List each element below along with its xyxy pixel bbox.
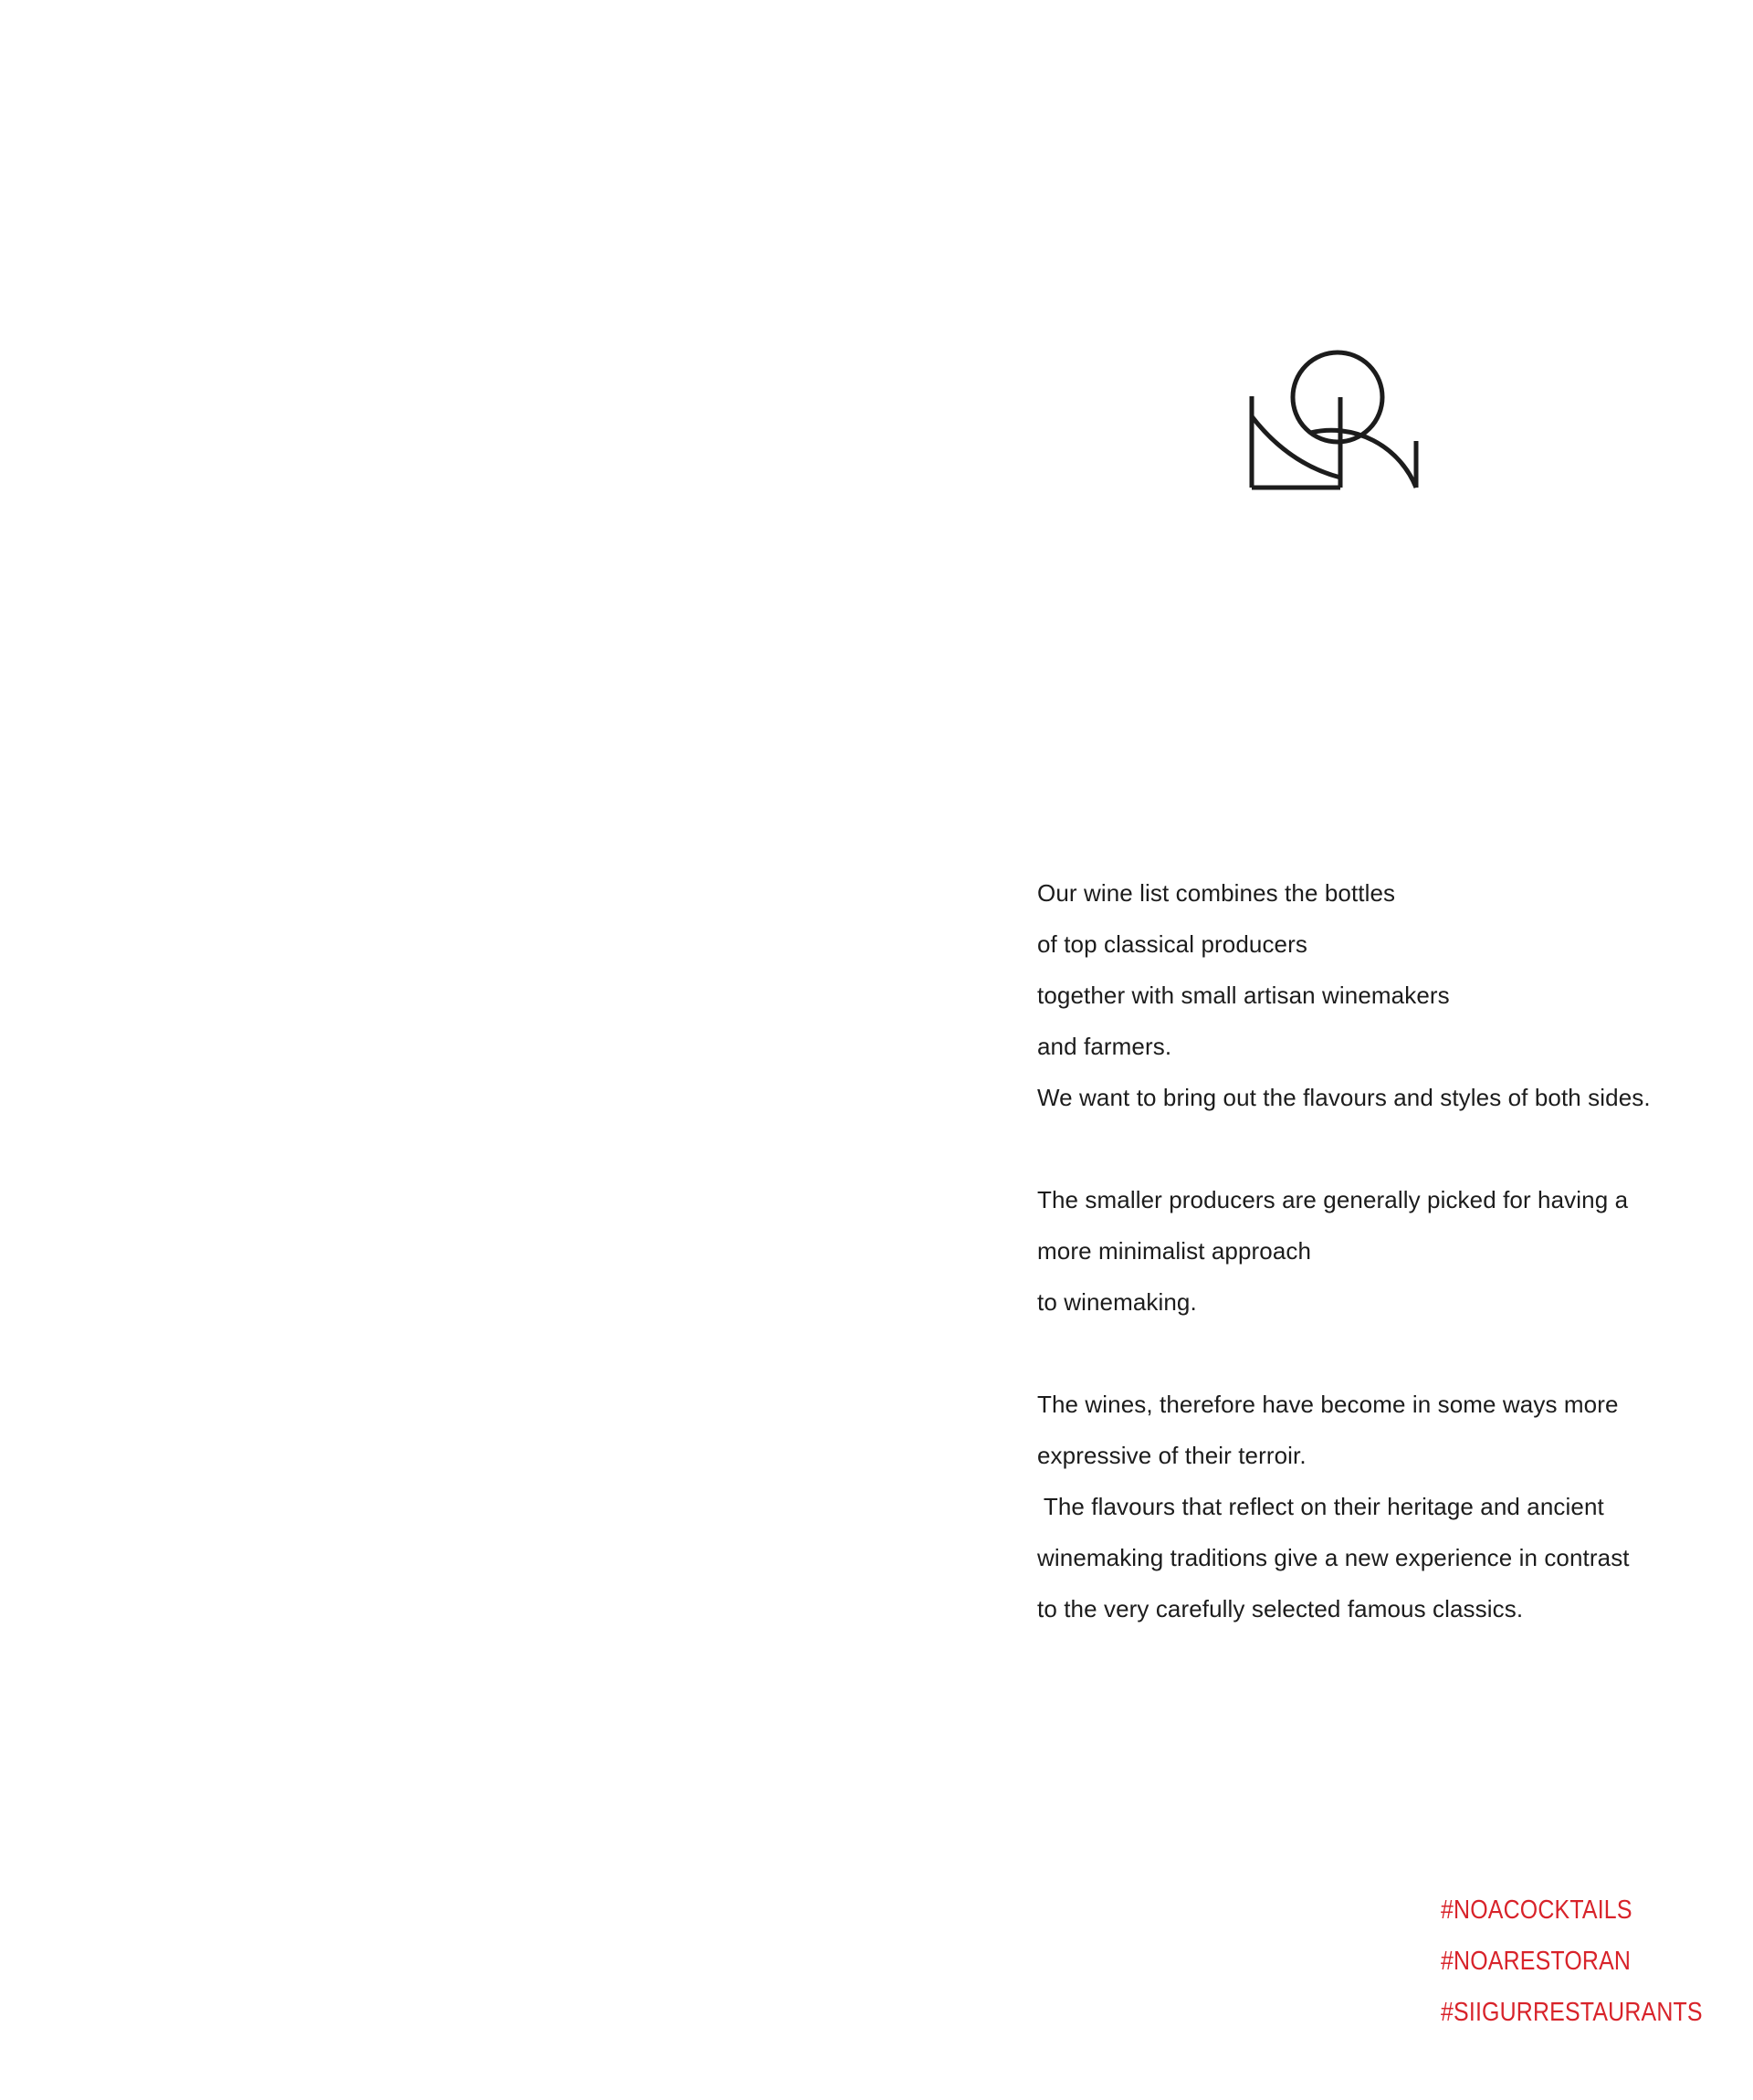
intro-paragraph	[1037, 1174, 1731, 1328]
intro-line: to the very carefully selected famous classics.	[1037, 1595, 1524, 1622]
intro-line: and farmers.	[1037, 1033, 1172, 1060]
intro-line: Our wine list combines the bottles	[1037, 879, 1396, 907]
intro-line: winemaking traditions give a new experience in contrast	[1037, 1544, 1630, 1571]
hashtag-noacocktails: #NOACOCKTAILS	[1441, 1895, 1632, 1925]
hashtag-list	[1441, 1885, 1745, 2038]
intro-text	[1037, 867, 1731, 1685]
intro-line: to winemaking.	[1037, 1288, 1197, 1316]
intro-line: The wines, therefore have become in some ways more	[1037, 1391, 1619, 1418]
intro-line: The flavours that reflect on their heritage and ancient	[1037, 1493, 1604, 1520]
intro-line: The smaller producers are generally picked for having a	[1037, 1186, 1629, 1213]
intro-line: of top classical producers	[1037, 930, 1307, 958]
hashtag-siigurrestaurants: #SIIGURRESTAURANTS	[1441, 1998, 1703, 2027]
hashtag-noarestoran: #NOARESTORAN	[1441, 1947, 1632, 1976]
intro-line: more minimalist approach	[1037, 1237, 1312, 1265]
intro-line: We want to bring out the flavours and styles of both sides.	[1037, 1084, 1651, 1111]
intro-line: together with small artisan winemakers	[1037, 982, 1450, 1009]
noa-monogram-logo	[1249, 350, 1419, 490]
intro-paragraph	[1037, 867, 1731, 1123]
intro-line: expressive of their terroir.	[1037, 1442, 1307, 1469]
intro-paragraph	[1037, 1379, 1731, 1634]
